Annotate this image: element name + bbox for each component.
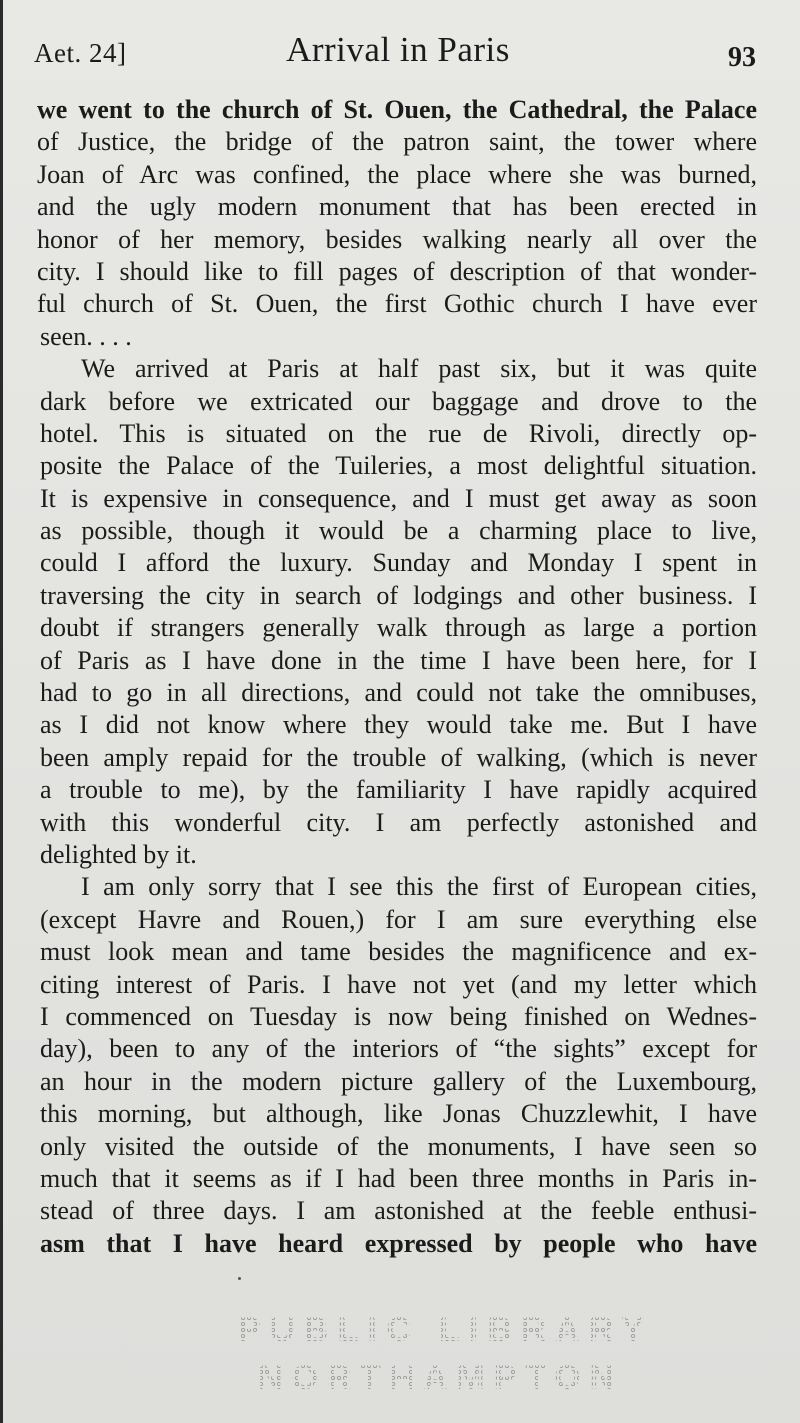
- text-line: been amply repaid for the trouble of walking, (which is never: [40, 742, 757, 772]
- text-line: an hour in the modern picture gallery of the Luxembourg,: [40, 1066, 757, 1096]
- text-line: honor of her memory, besides walking nearly all over the: [37, 224, 757, 254]
- text-line: day), been to any of the interiors of “the sights” except for: [40, 1034, 757, 1064]
- stamp-line-1: PUBLIC LIBRARY: [238, 1311, 648, 1349]
- text-line: this morning, but although, like Jonas Chuzzlewhit, I have: [40, 1099, 757, 1129]
- running-head: Aet. 24]: [34, 38, 127, 68]
- text-line: of Justice, the bridge of the patron saint, the tower where: [37, 127, 757, 157]
- text-line: It is expensive in consequence, and I must get away as soon: [40, 483, 757, 513]
- text-line: only visited the outside of the monuments, I have seen so: [40, 1131, 757, 1161]
- paragraph-first-line: We arrived at Paris at half past six, but it was quite: [81, 354, 757, 384]
- text-line: a trouble to me), by the familiarity I have rapidly acquired: [40, 775, 757, 805]
- text-line: of Paris as I have done in the time I have been here, for I: [40, 645, 757, 675]
- text-line: I commenced on Tuesday is now being finished on Wednes-: [40, 1001, 757, 1031]
- chapter-title: Arrival in Paris: [286, 30, 510, 69]
- text-line: Joan of Arc was confined, the place where she was burned,: [37, 159, 757, 189]
- text-line: could I afford the luxury. Sunday and Monday I spent in: [40, 548, 757, 578]
- text-line: asm that I have heard expressed by people who have: [40, 1228, 757, 1258]
- page-edge-shadow: [0, 0, 3, 1423]
- stamp-line-2: NORTHAMPTON: [258, 1359, 618, 1397]
- text-line: citing interest of Paris. I have not yet (and my letter which: [40, 969, 757, 999]
- text-line: ful church of St. Ouen, the first Gothic church I have ever: [37, 289, 757, 319]
- text-line: had to go in all directions, and could not take the omnibuses,: [40, 678, 757, 708]
- text-line: doubt if strangers generally walk through as large a portion: [40, 613, 757, 643]
- page-number: 93: [728, 42, 756, 73]
- text-line: much that it seems as if I had been three months in Paris in-: [40, 1163, 757, 1193]
- page-header: [34, 30, 762, 80]
- text-line: must look mean and tame besides the magnificence and ex-: [40, 937, 757, 967]
- text-line: as I did not know where they would take me. But I have: [40, 710, 757, 740]
- text-line: as possible, though it would be a charming place to live,: [40, 516, 757, 546]
- perforated-library-stamp: [228, 1303, 658, 1423]
- text-line: we went to the church of St. Ouen, the Cathedral, the Palace: [37, 95, 757, 124]
- text-line: stead of three days. I am astonished at the feeble enthusi-: [40, 1196, 757, 1226]
- body-text: [37, 94, 757, 1260]
- text-line: (except Havre and Rouen,) for I am sure everything else: [40, 904, 757, 934]
- text-line: delighted by it.: [40, 839, 197, 869]
- paragraph-first-line: I am only sorry that I see this the first of European cities,: [81, 872, 757, 902]
- text-line: posite the Palace of the Tuileries, a most delightful situation.: [40, 451, 757, 481]
- text-line: city. I should like to fill pages of description of that wonder-: [37, 256, 757, 286]
- text-line: traversing the city in search of lodgings and other business. I: [40, 580, 757, 610]
- text-line: dark before we extricated our baggage and drove to the: [40, 386, 757, 416]
- text-line: and the ugly modern monument that has been erected in: [37, 192, 757, 222]
- ink-speck: [238, 1277, 241, 1280]
- text-line: seen. . . .: [40, 321, 132, 351]
- text-line: with this wonderful city. I am perfectly astonished and: [40, 807, 757, 837]
- text-line: hotel. This is situated on the rue de Rivoli, directly op-: [40, 418, 757, 448]
